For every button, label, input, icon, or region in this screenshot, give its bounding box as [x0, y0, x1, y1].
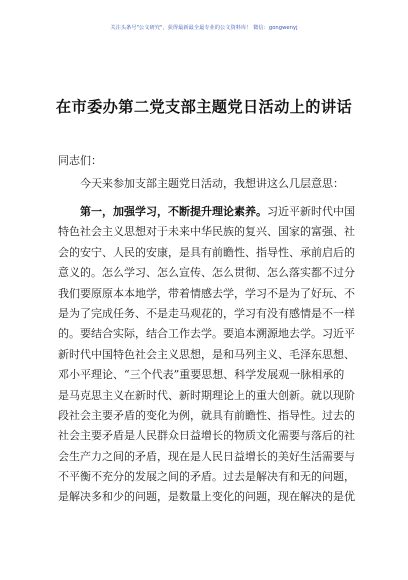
paragraph-line: 特色社会主义思想对于未来中华民族的复兴、国家的富强、社 — [58, 225, 355, 239]
paragraph-line: 社会主要矛盾是人民群众日益增长的物质文化需要与落后的社 — [58, 429, 355, 443]
paragraph-line: 邓小平理论、“三个代表”重要思想、科学发展观一脉相承的 — [58, 368, 345, 382]
paragraph-line: 是为了完成任务、不是走马观花的，学习有没有感情是不一样 — [58, 306, 355, 320]
paragraph-line: 我们要原原本本地学，带着情感去学，学习不是为了好玩、不 — [58, 286, 355, 300]
paragraph-line: 意义的。怎么学习、怎么宣传、怎么贯彻、怎么落实都不过分 — [58, 266, 355, 280]
paragraph-line: 会的安宁、人民的安康，是具有前瞻性、指导性、承前启后的 — [58, 245, 355, 259]
paragraph-line: 的。要结合实际，结合工作去学。要追本溯源地去学。习近平 — [58, 327, 355, 341]
paragraph-line: 会生产力之间的矛盾，现在是人民日益增长的美好生活需要与 — [58, 449, 355, 463]
paragraph-line: 不平衡不充分的发展之间的矛盾。过去是解决有和无的问题， — [58, 470, 355, 484]
intro-line: 今天来参加支部主题党日活动，我想讲这么几层意思： — [80, 177, 344, 190]
section-heading: 第一，加强学习，不断提升理论素养。 — [80, 205, 267, 218]
paragraph-line — [58, 202, 356, 222]
section-1-paragraph — [58, 202, 356, 508]
paragraph-line: 是马克思主义在新时代、新时期理论上的重大创新。就以现阶 — [58, 388, 355, 402]
paragraph-line: 是解决多和少的问题，是数量上变化的问题，现在解决的是优 — [58, 490, 355, 504]
paragraph-line: 新时代中国特色社会主义思想，是和马列主义、毛泽东思想、 — [58, 347, 355, 361]
header-promo-note: 关注头条号"公文研究"，获得最新最全最专业的公文资料库！ 微信：gongwenyj — [110, 25, 298, 31]
salutation: 同志们： — [58, 154, 102, 167]
intro-paragraph — [58, 174, 356, 194]
paragraph-text: 习近平新时代中国 — [267, 205, 355, 218]
document-title: 在市委办第二党支部主题党日活动上的讲话 — [55, 98, 353, 116]
paragraph-line: 段社会主要矛盾的变化为例，就具有前瞻性、指导性。过去的 — [58, 408, 355, 422]
